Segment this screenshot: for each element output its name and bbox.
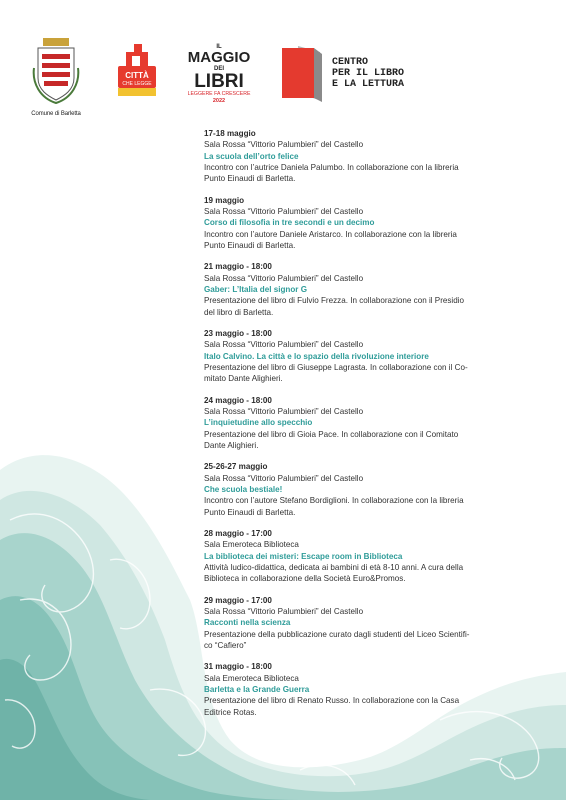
event-title: La scuola dell’orto felice [204, 151, 299, 161]
event-date: 28 maggio - 17:00 [204, 529, 272, 539]
event-description: Punto Einaudi di Barletta. [204, 240, 296, 250]
event-item [204, 528, 540, 584]
event-place: Sala Rossa “Vittorio Palumbieri” del Castello [204, 140, 364, 150]
comune-di-barletta-logo [30, 38, 82, 118]
maggio-line1: IL [216, 44, 222, 50]
event-description: Attività ludico-didattica, dedicata ai bambini di età 8-10 anni. A cura della [204, 562, 464, 572]
event-date: 31 maggio - 18:00 [204, 662, 272, 672]
event-place: Sala Rossa “Vittorio Palumbieri” del Castello [204, 473, 364, 483]
event-place: Sala Emeroteca Biblioteca [204, 540, 299, 550]
event-item [204, 128, 540, 184]
event-description: Incontro con l’autore Daniele Aristarco. In collaborazione con la libreria [204, 229, 457, 239]
event-item [204, 461, 540, 517]
event-place: Sala Rossa “Vittorio Palumbieri” del Castello [204, 406, 364, 416]
event-description: Incontro con l’autore Stefano Bordiglioni. In collaborazione con la libreria [204, 496, 464, 506]
maggio-line4: LIBRI [194, 71, 244, 92]
maggio-dei-libri-logo [185, 40, 253, 106]
logo-header [0, 0, 566, 125]
event-date: 24 maggio - 18:00 [204, 395, 272, 405]
citta-line1: CITTÀ [125, 71, 149, 80]
event-title: Italo Calvino. La città e lo spazio della rivoluzione interiore [204, 351, 429, 361]
citta-che-legge-logo [112, 42, 162, 102]
maggio-line6: 2022 [212, 98, 226, 104]
event-date: 25-26-27 maggio [204, 462, 268, 472]
event-date: 23 maggio - 18:00 [204, 329, 272, 339]
event-list [204, 128, 540, 728]
cepell-line3: E LA LETTURA [332, 79, 405, 90]
event-description: Presentazione del libro di Renato Russo. In collaborazione con la Casa [204, 696, 460, 706]
event-description: Presentazione della pubblicazione curato dagli studenti del Liceo Scientifi- [204, 629, 470, 639]
event-place: Sala Emeroteca Biblioteca [204, 673, 299, 683]
event-item [204, 661, 540, 717]
maggio-line2: MAGGIO [187, 49, 251, 66]
cepell-logo [278, 44, 428, 104]
event-title: Corso di filosofia in tre secondi e un decimo [204, 218, 375, 228]
cepell-line1: CENTRO [332, 57, 369, 68]
event-place: Sala Rossa “Vittorio Palumbieri” del Castello [204, 206, 364, 216]
event-title: Che scuola bestiale! [204, 484, 283, 494]
event-description: Punto Einaudi di Barletta. [204, 507, 296, 517]
event-date: 29 maggio - 17:00 [204, 595, 272, 605]
maggio-line3: DEI [213, 66, 225, 72]
event-date: 21 maggio - 18:00 [204, 262, 272, 272]
event-place: Sala Rossa “Vittorio Palumbieri” del Castello [204, 607, 364, 616]
event-description: mitato Dante Alighieri. [204, 374, 283, 384]
event-date: 17-18 maggio [204, 129, 256, 138]
maggio-line5: LEGGERE FA CRESCERE [187, 91, 251, 97]
event-description: Presentazione del libro di Giuseppe Lagrasta. In collaborazione con il Co- [204, 362, 468, 372]
event-item [204, 261, 540, 317]
barletta-caption: Comune di Barletta [31, 111, 81, 117]
event-description: Incontro con l’autrice Daniela Palumbo. In collaborazione con la libreria [204, 162, 459, 172]
event-description: Punto Einaudi di Barletta. [204, 174, 296, 184]
event-place: Sala Rossa “Vittorio Palumbieri” del Castello [204, 273, 364, 283]
event-description: Presentazione del libro di Fulvio Frezza. In collaborazione con il Presidio [204, 296, 465, 306]
event-description: Dante Alighieri. [204, 440, 259, 450]
event-title: La biblioteca dei misteri: Escape room in Biblioteca [204, 551, 403, 561]
event-item [204, 595, 540, 651]
event-description: Biblioteca in collaborazione della Società Euro&Promos. [204, 574, 406, 584]
event-title: L’inquietudine allo specchio [204, 418, 313, 428]
event-description: co “Cafiero” [204, 640, 247, 650]
event-description: Presentazione del libro di Gioia Pace. In collaborazione con il Comitato [204, 429, 459, 439]
event-date: 19 maggio [204, 195, 245, 205]
event-description: del libro di Barletta. [204, 307, 274, 317]
barletta-crest-icon [30, 38, 82, 104]
event-title: Racconti nella scienza [204, 618, 291, 628]
cepell-line2: PER IL LIBRO [332, 68, 405, 79]
citta-line2: CHE LEGGE [122, 81, 152, 87]
event-title: Gaber: L’Italia del signor G [204, 284, 307, 294]
event-item [204, 395, 540, 451]
event-item [204, 328, 540, 384]
event-item [204, 195, 540, 251]
event-description: Editrice Rotas. [204, 707, 257, 717]
event-place: Sala Rossa “Vittorio Palumbieri” del Castello [204, 340, 364, 350]
event-title: Barletta e la Grande Guerra [204, 684, 310, 694]
